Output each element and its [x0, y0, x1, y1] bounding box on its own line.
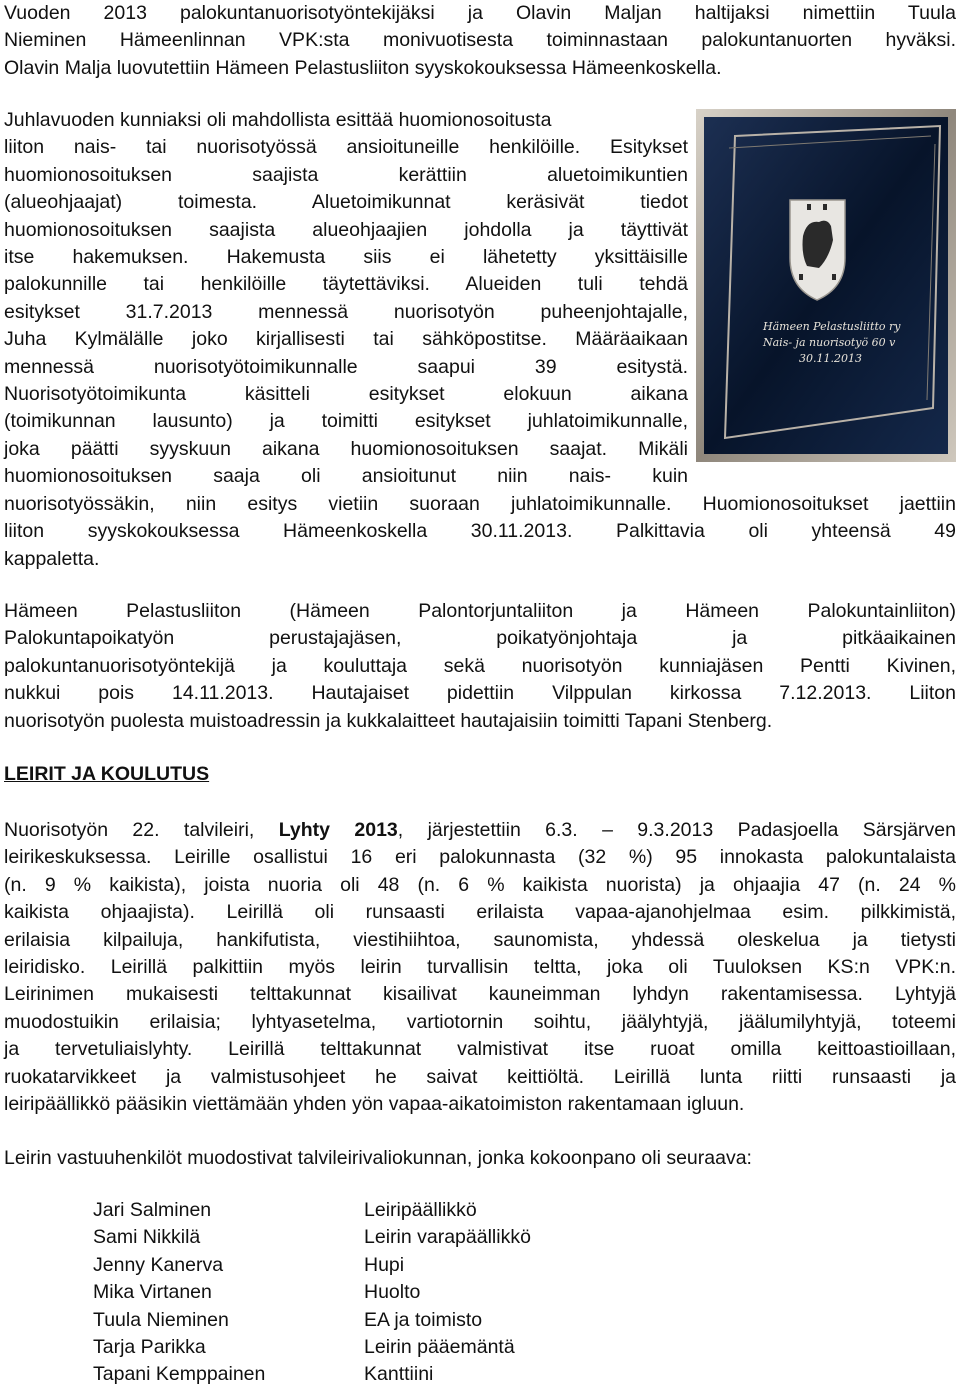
anniversary-line: Nuorisotyötoimikunta käsitteli esitykset elokuun aikana — [4, 383, 688, 406]
intro-line: Olavin Malja luovutettiin Hämeen Pelastusliiton syyskokouksessa Hämeenkoskella. — [4, 56, 722, 79]
member-name: Tarja Parikka — [93, 1335, 206, 1358]
anniversary-line: huomionosoituksen saajista kerättiin aluetoimikuntien — [4, 163, 688, 186]
plaque-text-line-3: 30.11.2013 — [799, 352, 862, 365]
anniversary-line: esitykset 31.7.2013 mennessä nuorisotyön puheenjohtajalle, — [4, 300, 688, 323]
anniversary-paragraph — [4, 107, 688, 491]
member-role: Hupi — [364, 1253, 405, 1276]
member-name: Jari Salminen — [93, 1199, 212, 1221]
anniversary-line: mennessä nuorisotyötoimikunnalle saapui 39 esitystä. — [4, 355, 688, 378]
committee-intro — [4, 1145, 956, 1172]
obituary-line: Palokuntapoikatyön perustajajäsen, poikatyönjohtaja ja pitkäaikainen — [4, 627, 956, 650]
obituary-paragraph — [4, 598, 956, 735]
member-name: Sami Nikkilä — [93, 1226, 201, 1249]
member-name: Mika Virtanen — [93, 1281, 212, 1304]
camp-line: Leirinimen mukaisesti telttakunnat kisailivat kauneimman lyhdyn rakentamisessa. Lyhtyjä — [4, 983, 956, 1006]
obituary-line: palokuntanuorisotyöntekijä ja kouluttaja sekä nuorisotyön kunniajäsen Pentti Kivinen, — [4, 654, 956, 677]
anniversary-line: liiton nais- tai nuorisotyössä ansioituneille henkilöille. Esitykset — [4, 136, 688, 159]
section-heading: LEIRIT JA KOULUTUS — [4, 763, 210, 785]
camp-line: kaikista ohjaajista). Leirillä oli runsaasti erilaista vapaa-ajanohjelmaa esim. pilkkimistä, — [4, 901, 956, 924]
obituary-line: Hämeen Pelastusliiton (Hämeen Palontorjuntaliiton ja Hämeen Palokuntainliiton) — [4, 600, 956, 622]
camp-line: muodostuikin erilaisia; lyhtyasetelma, vartiotornin soihtu, jäälyhtyjä, jäälumilyhtyjä, toteemi — [4, 1010, 956, 1033]
member-role: Huolto — [364, 1281, 421, 1304]
camp-name: Lyhty 2013 — [278, 819, 398, 841]
anniversary-line: (toimikunnan lausunto) ja toimitti esitykset juhlatoimikunnalle, — [4, 410, 688, 433]
member-name: Jenny Kanerva — [93, 1253, 224, 1276]
camp-line: leiripäällikkö pääsikin viettämään yhden yön vapaa-aikatoimiston rakentamaan igluun. — [4, 1093, 745, 1116]
plaque-text-line-2: Nais- ja nuorisotyö 60 v — [763, 336, 896, 349]
camp-line: erilaisia kilpailuja, hankifutista, viestihiihtoa, saunomista, yhdessä oleskelua ja tietysti — [4, 928, 956, 951]
camp-first-line-pre: Nuorisotyön 22. talvileiri, — [4, 819, 279, 841]
anniversary-line: joka päätti syyskuun aikana huomionosoituksen saajat. Mikäli — [4, 437, 688, 460]
camp-line: leiridisko. Leirillä palkittiin myös leirin turvallisin teltta, joka oli Tuuloksen KS:n VPK:n. — [4, 956, 956, 979]
camp-line: leirikeskuksessa. Leirille osallistui 16 eri palokunnasta (32 %) 95 innokasta palokuntalaista — [4, 846, 956, 869]
member-name: Tapani Kemppainen — [93, 1363, 266, 1386]
intro-paragraph — [4, 0, 956, 82]
camp-first-line-post: , järjestettiin 6.3. – 9.3.2013 Padasjoella Särsjärven — [397, 819, 956, 841]
camp-paragraph — [4, 817, 956, 1118]
anniversary-line: itse hakemuksen. Hakemusta siis ei lähetetty yksittäisille — [4, 246, 688, 269]
anniversary-line: huomionosoituksen saaja oli ansioitunut niin nais- kuin — [4, 465, 688, 488]
obituary-line: nukkui pois 14.11.2013. Hautajaiset pidettiin Vilppulan kirkossa 7.12.2013. Liiton — [4, 682, 956, 705]
member-role: EA ja toimisto — [364, 1308, 483, 1331]
anniversary-line: huomionosoituksen saajista alueohjaajien johdolla ja täyttivät — [4, 218, 688, 241]
member-role: Leiripäällikkö — [364, 1199, 477, 1221]
plaque-text-line-1: Hämeen Pelastusliitto ry — [763, 320, 901, 333]
plaque-image — [695, 108, 957, 463]
anniversary-line: nuorisotyössäkin, niin esitys vietiin suoraan juhlatoimikunnalle. Huomionosoitukset jaettiin — [4, 493, 956, 515]
member-name: Tuula Nieminen — [93, 1308, 229, 1331]
anniversary-line: Juha Kylmälälle joko kirjallisesti tai sähköpostitse. Määräaikaan — [4, 328, 688, 351]
intro-line: Vuoden 2013 palokuntanuorisotyöntekijäksi ja Olavin Maljan haltijaksi nimettiin Tuula — [4, 2, 956, 24]
member-role: Kanttiini — [364, 1363, 434, 1386]
obituary-line: nuorisotyön puolesta muistoadressin ja kukkalaitteet hautajaisiin toimitti Tapani Stenberg. — [4, 709, 773, 732]
anniversary-line: kappaletta. — [4, 547, 100, 570]
camp-line: ruokatarvikkeet ja valmistusohjeet he saivat keittiöltä. Leirillä lunta riitti runsaasti ja — [4, 1065, 956, 1088]
anniversary-line: Juhlavuoden kunniaksi oli mahdollista esittää huomionosoitusta — [4, 109, 552, 131]
camp-line: (n. 9 % kaikista), joista nuoria oli 48 (n. 6 % kaikista nuorista) ja ohjaajia 47 (n. 24 % — [4, 873, 956, 896]
anniversary-paragraph-continued — [4, 491, 956, 573]
member-role: Leirin pääemäntä — [364, 1335, 515, 1358]
intro-line: Nieminen Hämeenlinnan VPK:sta monivuotisesta toiminnastaan palokuntanuorten hyväksi. — [4, 29, 956, 52]
camp-line: ja tervetuliaislyhty. Leirillä telttakunnat valmistivat itse ruoat omilla keittoastioillaan, — [4, 1038, 956, 1061]
anniversary-line: palokunnille tai henkilöille täytettäviksi. Alueiden tuli tehdä — [4, 273, 688, 296]
member-role: Leirin varapäällikkö — [364, 1226, 531, 1249]
anniversary-line: (alueohjaajat) toimesta. Aluetoimikunnat keräsivät tiedot — [4, 191, 688, 214]
camp-first-line — [4, 817, 956, 844]
anniversary-line: liiton syyskokouksessa Hämeenkoskella 30.11.2013. Palkittavia oli yhteensä 49 — [4, 520, 956, 543]
committee-intro-text: Leirin vastuuhenkilöt muodostivat talvileirivaliokunnan, jonka kokoonpano oli seuraava: — [4, 1147, 752, 1169]
coat-of-arms-icon — [790, 200, 845, 300]
